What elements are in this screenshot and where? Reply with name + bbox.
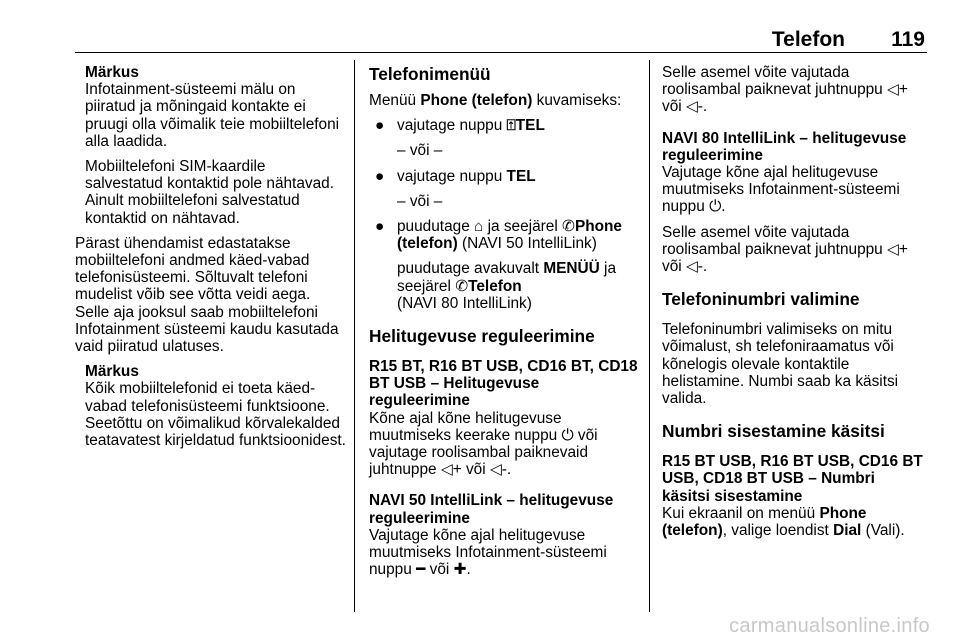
bullet-dot: ● — [375, 167, 385, 185]
heading-phone-menu: Telefonimenüü — [369, 64, 491, 84]
text: ja seejärel — [483, 218, 563, 236]
subheading-r15b: R15 BT USB, R16 BT USB, CD16 BT USB, CD18 BT USB – Numbri käsitsi sisestamine — [662, 453, 923, 505]
header-rule — [75, 52, 927, 53]
intro-paragraph — [369, 92, 641, 109]
text-bold: Phone (telefon) — [420, 92, 533, 109]
heading-manual: Numbri sisestamine käsitsi — [662, 421, 885, 442]
text: või — [425, 561, 454, 579]
body-paragraph: Vajutage kõne ajal helitugevuse muutmiseks Infotainment-süsteemi nuppu ⏻. — [662, 164, 900, 216]
plus-icon: ✚ — [453, 561, 467, 579]
body-paragraph: Selle asemel võite vajutada roolisambal paiknevat juhtnuppu ◁+ või ◁-. — [662, 64, 908, 116]
column-1 — [75, 64, 347, 457]
note-box — [75, 363, 347, 449]
note-text: Kõik mobiiltelefonid ei toeta käed-vabad telefonisüsteemi funktsioone. Seetõttu on võimalikud kõrvalekalded teatavatest kirjeldatud funktsioonidest. — [85, 380, 346, 450]
text: . — [466, 561, 471, 579]
phone-icon: ✆ — [562, 218, 575, 236]
note-title: Märkus — [85, 64, 139, 81]
text: Menüü — [369, 92, 421, 109]
text: (Vali). — [861, 522, 905, 540]
body-paragraph: Pärast ühendamist edastatakse mobiiltelefoni andmed käed-vabad telefonisüsteemi. Sõltuvalt telefoni mudelist võib see võtta veidi aega. Selle aja jooksul saab mobiiltelefoni Infotainment süsteemi kaudu kasutada vaid piiratud ulatuses. — [75, 234, 339, 356]
column-divider — [354, 60, 355, 612]
note-text: Mobiiltelefoni SIM-kaardile salvestatud kontaktid pole nähtavad. Ainult mobiiltelefoni salvestatud kontaktid on nähtavad. — [85, 158, 334, 227]
body-paragraph: Selle asemel võite vajutada roolisambal paiknevat juhtnuppu ◁+ või ◁-. — [662, 223, 908, 276]
text: vajutage nuppu — [397, 167, 507, 185]
subheading-navi50: NAVI 50 IntelliLink – helitugevuse reguleerimine — [369, 492, 614, 527]
note-text: Infotainment-süsteemi mälu on piiratud ja mõningaid kontakte ei pruugi olla võimalik teie mobiiltelefoni alla laadida. — [85, 81, 340, 150]
or-separator: – või – — [397, 192, 443, 210]
column-3 — [662, 64, 927, 547]
page-number: 119 — [891, 28, 925, 51]
bullet-item — [369, 218, 641, 252]
phone-icon: ✆ — [455, 277, 469, 295]
heading-dial: Telefoninumbri valimine — [662, 289, 860, 310]
text: , valige loendist — [722, 522, 834, 540]
section-title: Telefon — [771, 28, 845, 51]
or-separator: – või – — [397, 142, 443, 160]
bullet-dot: ● — [375, 117, 385, 135]
column-2 — [369, 64, 641, 586]
bullet-dot: ● — [375, 218, 385, 236]
text: (NAVI 50 IntelliLink) — [457, 235, 597, 253]
heading-volume: Helitugevuse reguleerimine — [369, 326, 595, 347]
home-icon: ⌂ — [474, 218, 484, 236]
bullet-item — [369, 117, 641, 134]
note-box — [75, 64, 347, 227]
column-divider — [649, 60, 650, 612]
text: vajutage nuppu — [397, 117, 507, 135]
minus-icon: ━ — [416, 561, 426, 579]
text: puudutage avakuvalt — [397, 260, 544, 278]
body-paragraph: Telefoninumbri valimiseks on mitu võimalust, sh telefoniraamatus või kõnelogis olevale kontaktile helistamine. Numbi saab ka käsitsi valida. — [662, 321, 899, 408]
text: kuvamiseks: — [532, 92, 622, 109]
text-bold: Dial — [833, 522, 862, 540]
page-header — [75, 28, 927, 52]
subheading-r15: R15 BT, R16 BT USB, CD16 BT, CD18 BT USB – Helitugevuse reguleerimine — [369, 358, 638, 410]
text-bold: Phone (telefon) — [397, 218, 622, 253]
text-bold: Telefon — [468, 277, 522, 295]
phone-button-icon: ⍐ — [506, 117, 516, 135]
body-paragraph — [662, 505, 927, 539]
bullet-continuation: (NAVI 80 IntelliLink) — [397, 294, 532, 312]
text-bold: MENÜÜ — [543, 260, 600, 278]
text-bold: TEL — [506, 167, 536, 185]
text-bold: Phone (telefon) — [662, 504, 867, 540]
body-paragraph: Kõne ajal kõne helitugevuse muutmiseks keerake nuppu ⏻ või vajutage roolisambal paiknevaid juhtnuppe ◁+ või ◁-. — [369, 409, 598, 479]
watermark: carmanualsonline.info — [729, 615, 930, 637]
body-paragraph — [369, 527, 641, 579]
bullet-continuation — [369, 260, 641, 294]
subheading-navi80: NAVI 80 IntelliLink – helitugevuse reguleerimine — [662, 129, 907, 164]
bullet-item — [369, 168, 641, 185]
text: puudutage — [397, 218, 475, 236]
text: Vajutage kõne ajal helitugevuse muutmiseks Infotainment-süsteemi nuppu — [369, 526, 607, 579]
text: ja seejärel — [397, 260, 617, 295]
note-title: Märkus — [85, 363, 139, 381]
text-bold: TEL — [515, 117, 545, 135]
text: Kui ekraanil on menüü — [662, 504, 820, 522]
